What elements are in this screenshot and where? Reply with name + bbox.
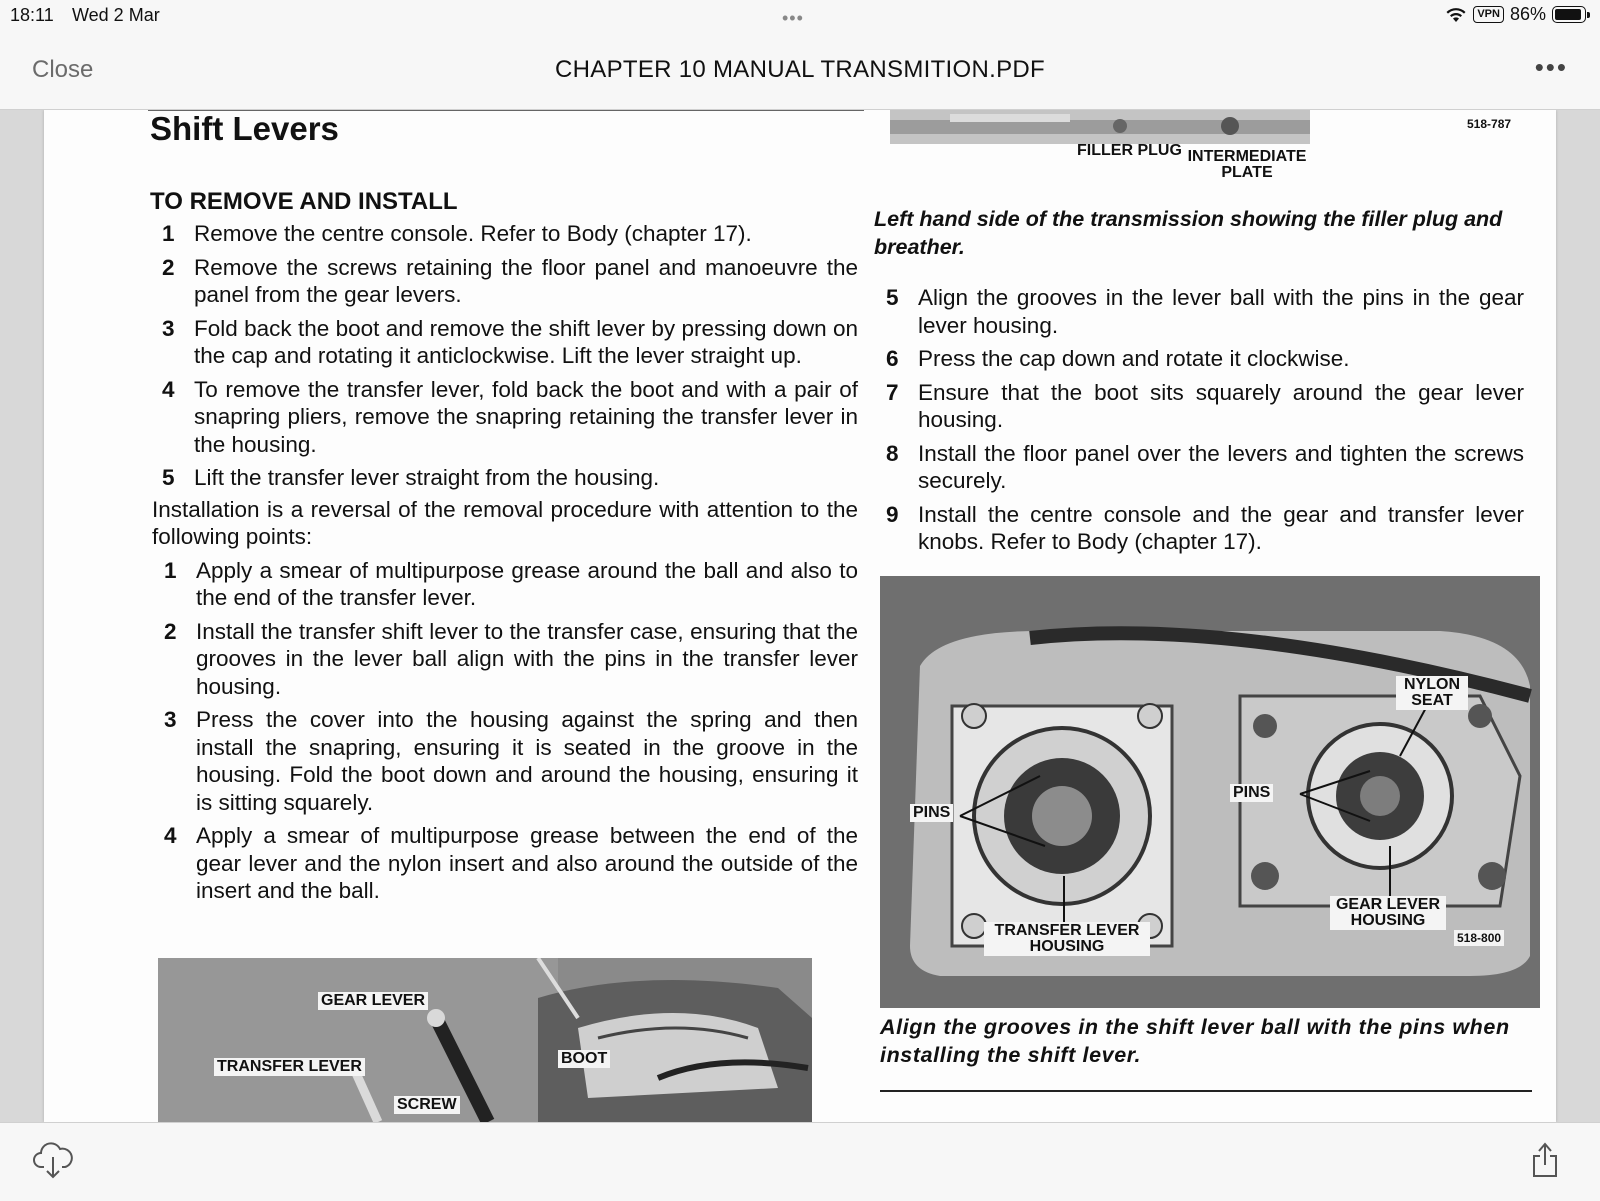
step-item (150, 464, 858, 492)
step-text: Remove the centre console. Refer to Body (chapter 17). (194, 221, 752, 246)
label-boot: BOOT (558, 1050, 610, 1068)
vpn-badge: VPN (1473, 6, 1504, 23)
step-item (874, 284, 1524, 339)
step-text: Lift the transfer lever straight from the housing. (194, 465, 660, 490)
document-title: CHAPTER 10 MANUAL TRANSMITION.PDF (555, 56, 1045, 83)
bottom-toolbar (0, 1122, 1600, 1201)
step-number: 4 (164, 823, 177, 848)
step-text: Press the cover into the housing against the spring and then install the snapring, ensuring it is seated in the groove in the housing. Fold the boot down and around the housing, ensuring it is sitting squarely. (196, 707, 858, 815)
step-text: Install the centre console and the gear and transfer lever knobs. Refer to Body (chapter 17). (918, 501, 1524, 554)
step-item (874, 501, 1524, 556)
step-number: 8 (886, 440, 899, 466)
step-number: 3 (164, 707, 177, 732)
pdf-viewer[interactable] (0, 110, 1600, 1122)
step-number: 3 (162, 315, 175, 341)
label-gear-lever-housing: GEAR LEVER HOUSING (1330, 896, 1446, 930)
cloud-download-icon[interactable] (32, 1141, 74, 1186)
step-text: To remove the transfer lever, fold back the boot and with a pair of snapring pliers, remove the snapring retaining the transfer lever in the housing. (194, 376, 858, 457)
battery-percent: 86% (1509, 4, 1546, 24)
wifi-icon (1445, 7, 1467, 23)
transmission-illustration (890, 110, 1310, 144)
step-number: 2 (162, 254, 175, 280)
step-text: Apply a smear of multipurpose grease between the end of the gear lever and the nylon insert and also around the outside of the insert and the ball. (196, 823, 858, 903)
step-item (874, 440, 1524, 495)
step-item (152, 822, 858, 905)
step-item (152, 706, 858, 816)
figure-shift-levers-photo (158, 958, 812, 1122)
label-intermediate-plate: INTERMEDIATE PLATE (1187, 148, 1307, 181)
step-number: 5 (886, 285, 899, 310)
install-steps-continued (874, 284, 1524, 556)
right-column (874, 284, 1524, 562)
step-item (874, 379, 1524, 434)
step-number: 6 (886, 346, 899, 371)
step-item (150, 220, 858, 248)
share-icon[interactable] (1530, 1139, 1560, 1184)
status-bar (0, 0, 1600, 32)
label-nylon-seat: NYLON SEAT (1396, 676, 1468, 710)
step-item (152, 557, 858, 612)
step-item (150, 254, 858, 309)
status-date: Wed 2 Mar (72, 5, 160, 25)
multitasking-dots-icon[interactable]: ••• (782, 8, 804, 28)
nav-bar (0, 32, 1600, 110)
close-button[interactable]: Close (32, 56, 94, 83)
pdf-page (44, 110, 1556, 1122)
label-transfer-lever-housing: TRANSFER LEVER HOUSING (984, 922, 1150, 956)
step-number: 1 (162, 221, 175, 246)
step-text: Ensure that the boot sits squarely around the gear lever housing. (918, 379, 1524, 432)
install-intro: Installation is a reversal of the removal procedure with attention to the following points: (152, 496, 858, 549)
section-heading: Shift Levers (150, 110, 339, 147)
step-item (150, 315, 858, 370)
step-text: Fold back the boot and remove the shift lever by pressing down on the cap and rotating it anticlockwise. Lift the lever straight up. (194, 315, 858, 368)
step-number: 1 (164, 557, 177, 583)
step-number: 9 (886, 501, 899, 527)
figure-lever-housings-photo (880, 576, 1540, 1008)
label-gear-lever: GEAR LEVER (318, 992, 428, 1010)
more-options-icon[interactable]: ••• (1534, 52, 1568, 82)
step-number: 5 (162, 465, 175, 490)
remove-steps (150, 220, 858, 492)
label-pins-right: PINS (1230, 784, 1273, 802)
figure-transmission-photo (890, 110, 1310, 144)
battery-icon (1552, 6, 1586, 23)
step-text: Install the floor panel over the levers and tighten the screws securely. (918, 440, 1524, 493)
step-item (152, 618, 858, 701)
figure2-ref-number: 518-800 (1454, 930, 1504, 946)
install-steps (152, 557, 858, 905)
subsection-heading: TO REMOVE AND INSTALL (150, 188, 458, 215)
label-screw: SCREW (394, 1096, 460, 1114)
step-text: Remove the screws retaining the floor panel and manoeuvre the panel from the gear levers. (194, 254, 858, 307)
step-text: Install the transfer shift lever to the transfer case, ensuring that the grooves in the lever ball align with the pins in the transfer lever housing. (196, 618, 858, 699)
left-column (150, 220, 858, 911)
step-text: Press the cap down and rotate it clockwise. (918, 346, 1350, 371)
step-number: 4 (162, 376, 175, 402)
figure-ref-number: 518-787 (1467, 117, 1512, 131)
label-transfer-lever: TRANSFER LEVER (214, 1058, 365, 1076)
step-number: 7 (886, 379, 899, 405)
bottom-rule (880, 1090, 1532, 1092)
label-filler-plug: FILLER PLUG (1077, 142, 1182, 159)
figure-caption-transmission: Left hand side of the transmission showing the filler plug and breather. (874, 207, 1503, 259)
step-text: Apply a smear of multipurpose grease around the ball and also to the end of the transfer lever. (196, 557, 858, 610)
lever-housings-illustration (880, 576, 1540, 1008)
step-number: 2 (164, 618, 177, 644)
figure-caption-lever-housings: Align the grooves in the shift lever ball with the pins when installing the shift lever. (880, 1015, 1510, 1067)
label-pins-left: PINS (910, 804, 953, 822)
step-text: Align the grooves in the lever ball with the pins in the gear lever housing. (918, 285, 1524, 338)
step-item (874, 345, 1524, 373)
step-item (150, 376, 858, 459)
shift-levers-illustration (158, 958, 812, 1122)
status-time: 18:11 (10, 5, 54, 25)
